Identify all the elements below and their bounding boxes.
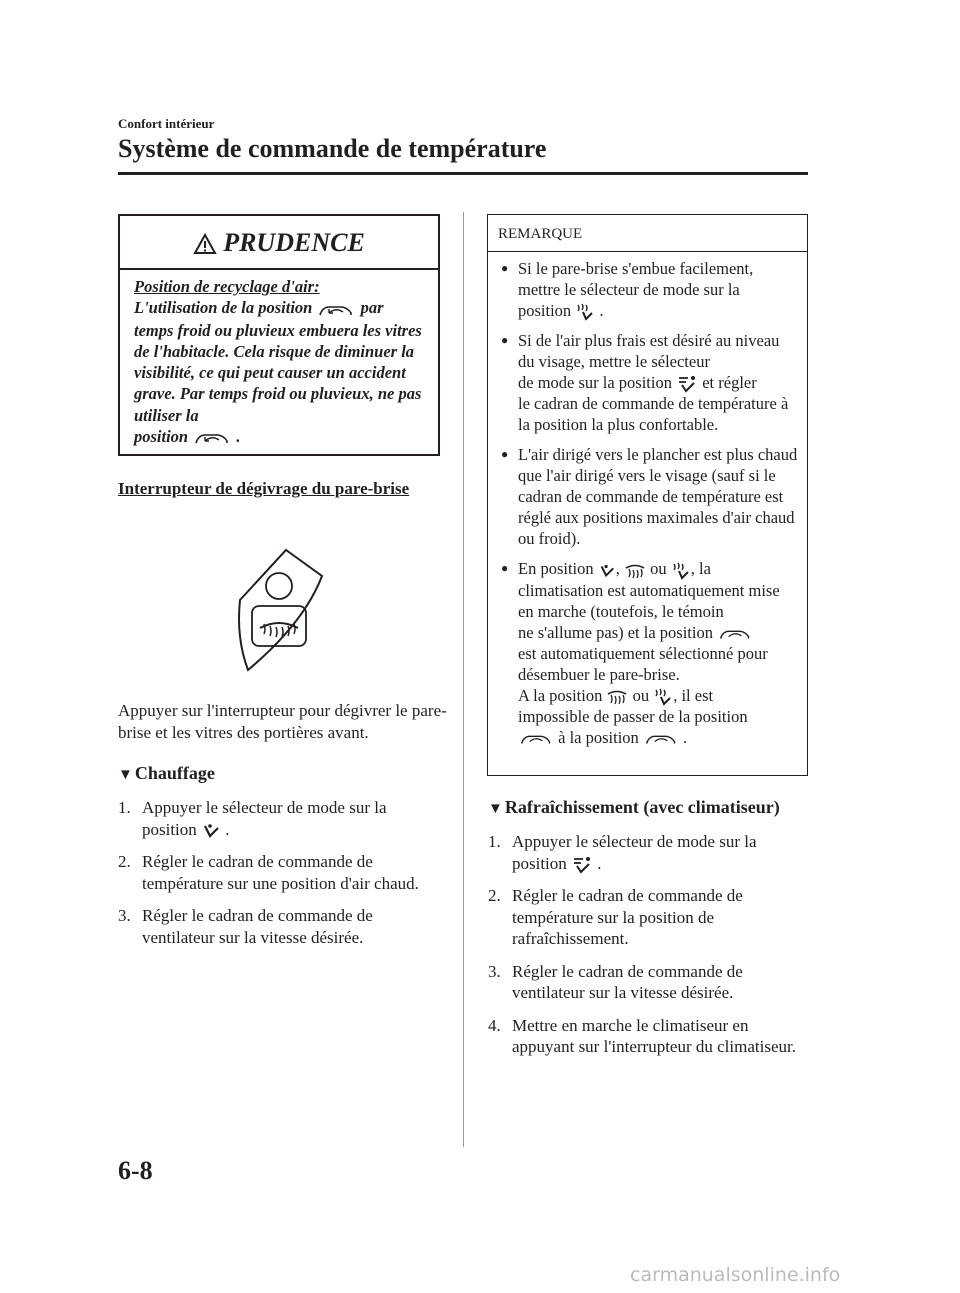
step-text: .	[225, 819, 230, 839]
caution-text-mid: temps froid ou pluvieux embuera les vitres de l'habitacle. Cela risque de diminuer la visibilité, ce qui peut causer un accident grave. Par temps froid ou pluvieux, ne pas utiliser la	[134, 320, 422, 425]
remark-text: .	[683, 728, 688, 748]
list-item	[488, 885, 808, 950]
section-label: Confort intérieur	[118, 116, 215, 131]
windshield-defrost-icon	[624, 563, 646, 579]
step-text: position	[142, 819, 197, 839]
cooling-heading-text: Rafraîchissement (avec climatiseur)	[504, 797, 780, 817]
caution-heading	[120, 216, 438, 270]
defrost-paragraph: Appuyer sur l'interrupteur pour dégivrer le pare-brise et les vitres des portières avant.	[118, 701, 447, 742]
step-text: Appuyer le sélecteur de mode sur la	[512, 832, 757, 851]
step-number: 3.	[488, 961, 501, 981]
remark-text: et régler	[702, 373, 757, 393]
bullet-icon: ●	[501, 447, 509, 462]
floor-defrost-mode-icon	[575, 303, 595, 321]
remark-box	[487, 214, 808, 776]
list-item	[118, 905, 438, 948]
remark-text: Si de l'air plus frais est désiré au niveau du visage, mettre le sélecteur	[518, 331, 780, 372]
list-item	[488, 831, 808, 874]
step-text: Régler le cadran de commande de ventilateur sur la vitesse désirée.	[512, 961, 743, 1002]
caution-body	[120, 270, 438, 448]
remark-text: ou	[650, 559, 667, 579]
cooling-steps	[488, 831, 808, 1069]
list-item	[498, 558, 799, 748]
remark-text: , il est	[673, 685, 714, 705]
remark-text: .	[599, 301, 604, 320]
watermark: carmanualsonline.info	[630, 1264, 841, 1286]
heating-heading-text: Chauffage	[134, 763, 215, 783]
remark-list	[488, 252, 807, 748]
header-rule	[118, 172, 808, 175]
remark-text: A la position	[518, 685, 603, 705]
list-item	[498, 444, 799, 549]
caution-box	[118, 214, 440, 456]
floor-defrost-mode-icon	[671, 562, 691, 580]
caution-text-a: L'utilisation de la position	[134, 298, 313, 318]
step-number: 2.	[118, 852, 131, 871]
face-floor-mode-icon	[676, 375, 698, 393]
defrost-switch-illustration	[234, 548, 324, 673]
recirculation-car-icon	[518, 730, 554, 748]
floor-mode-icon	[598, 563, 616, 579]
remark-text: , la	[690, 559, 711, 579]
list-item	[488, 961, 808, 1004]
step-text: Régler le cadran de commande de température sur la position de rafraîchissement.	[512, 886, 743, 948]
remark-text: climatisation est automatiquement mise en marche (toutefois, le témoin	[518, 580, 780, 621]
remark-text: impossible de passer de la position	[518, 707, 748, 727]
cooling-heading	[488, 797, 780, 818]
face-mode-icon	[571, 856, 593, 874]
remark-text: Si le pare-brise s'embue facilement, mettre le sélecteur de mode sur la	[518, 259, 754, 299]
list-item	[488, 1015, 808, 1058]
step-text: Mettre en marche le climatiseur en appuyant sur l'interrupteur du climatiseur.	[512, 1015, 796, 1056]
caution-subtitle: Position de recyclage d'air:	[134, 277, 320, 296]
remark-heading: REMARQUE	[488, 215, 807, 252]
remark-text: ne s'allume pas) et la position	[518, 622, 713, 642]
caution-text-b: par	[360, 298, 384, 318]
triangle-bullet-icon: ▼	[118, 767, 133, 783]
heating-steps	[118, 797, 438, 959]
remark-text: L'air dirigé vers le plancher est plus chaud que l'air dirigé vers le visage (sauf si le cadran de commande de température est réglé aux positions maximales d'air chaud ou froid).	[518, 445, 798, 549]
remark-text: le cadran de commande de température à la position la plus confortable.	[518, 394, 789, 435]
recirculation-car-icon	[316, 300, 356, 320]
step-text: Régler le cadran de commande de température sur une position d'air chaud.	[142, 852, 419, 893]
recirculation-car-icon	[192, 428, 232, 448]
list-item	[498, 258, 799, 321]
step-text: Appuyer le sélecteur de mode sur la	[142, 798, 387, 817]
defrost-heading: Interrupteur de dégivrage du pare-brise	[118, 479, 410, 498]
step-number: 1.	[118, 798, 131, 817]
floor-mode-icon	[201, 823, 221, 839]
step-text: .	[597, 853, 602, 873]
remark-text: est automatiquement sélectionné pour désembuer le pare-brise.	[518, 643, 768, 684]
caution-text-last-b: .	[236, 427, 241, 446]
triangle-bullet-icon: ▼	[488, 801, 503, 817]
remark-text: de mode sur la position	[518, 373, 672, 393]
caution-text-last-a: position	[134, 427, 189, 446]
bullet-icon: ●	[501, 261, 509, 275]
bullet-icon: ●	[501, 333, 509, 348]
list-item	[498, 330, 799, 435]
bullet-icon: ●	[501, 561, 509, 576]
list-item	[118, 851, 438, 894]
warning-icon	[193, 233, 217, 255]
heating-heading	[118, 763, 215, 784]
recirculation-car-icon	[643, 730, 679, 748]
floor-defrost-mode-icon	[653, 688, 673, 706]
remark-text: ,	[615, 559, 620, 579]
step-text: position	[512, 853, 567, 873]
step-number: 3.	[118, 906, 131, 925]
page-title: Système de commande de température	[118, 134, 547, 163]
recirculation-car-icon	[717, 625, 753, 643]
list-item	[118, 797, 438, 840]
step-number: 4.	[488, 1015, 501, 1035]
page-number: 6-8	[118, 1156, 153, 1185]
remark-text: à la position	[558, 728, 639, 748]
step-number: 2.	[488, 886, 501, 905]
step-text: Régler le cadran de commande de ventilateur sur la vitesse désirée.	[142, 906, 373, 947]
windshield-defrost-icon	[606, 689, 628, 705]
remark-text: ou	[632, 685, 650, 705]
column-divider	[463, 212, 464, 1147]
step-number: 1.	[488, 832, 501, 851]
remark-text: position	[518, 301, 572, 320]
caution-heading-text: PRUDENCE	[223, 228, 365, 257]
remark-text: En position	[518, 559, 594, 579]
